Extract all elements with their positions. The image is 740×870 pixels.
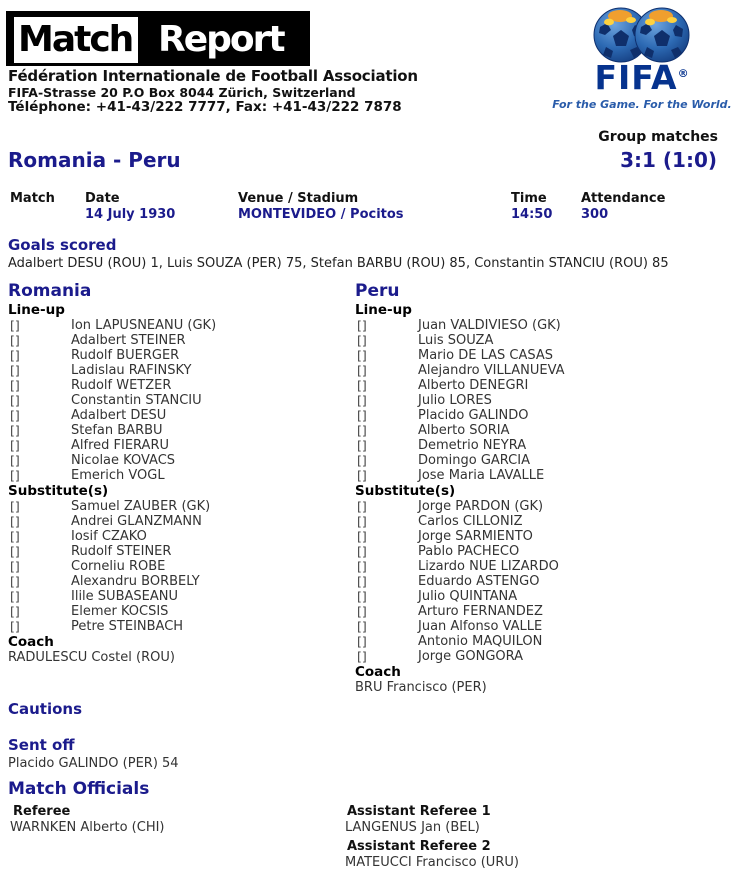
fifa-tagline: For the Game. For the World. — [552, 98, 732, 111]
player-row — [8, 529, 348, 544]
player-row — [8, 318, 348, 333]
shirt-number-placeholder: [] — [357, 363, 367, 378]
player-row — [8, 559, 348, 574]
player-name: Nicolae KOVACS — [71, 453, 176, 468]
player-row — [355, 378, 732, 393]
attendance-label: Attendance — [581, 191, 666, 206]
match-number-label: Match — [10, 191, 55, 206]
shirt-number-placeholder: [] — [10, 408, 20, 423]
team-name: Romania — [8, 281, 92, 301]
goals-scored-heading: Goals scored — [8, 236, 117, 254]
player-row — [355, 649, 732, 664]
shirt-number-placeholder: [] — [10, 468, 20, 483]
player-name: Pablo PACHECO — [418, 544, 520, 559]
time-value: 14:50 — [511, 207, 553, 222]
shirt-number-placeholder: [] — [357, 423, 367, 438]
player-name: Carlos CILLONIZ — [418, 514, 523, 529]
coach-label: Coach — [8, 634, 54, 650]
player-name: Ilile SUBASEANU — [71, 589, 178, 604]
logo-match-text: Match — [14, 17, 138, 63]
player-row — [8, 468, 348, 483]
shirt-number-placeholder: [] — [10, 423, 20, 438]
shirt-number-placeholder: [] — [10, 318, 20, 333]
logo-report-text: Report — [158, 19, 284, 60]
federation-address: FIFA-Strasse 20 P.O Box 8044 Zürich, Switzerland — [8, 85, 356, 100]
player-name: Luis SOUZA — [418, 333, 494, 348]
player-name: Elemer KOCSIS — [71, 604, 169, 619]
shirt-number-placeholder: [] — [10, 453, 20, 468]
assistant-referee-1-label: Assistant Referee 1 — [347, 804, 491, 819]
player-row — [355, 408, 732, 423]
federation-phone: Téléphone: +41-43/222 7777, Fax: +41-43/222 7878 — [8, 99, 402, 115]
player-row — [355, 604, 732, 619]
player-name: Emerich VOGL — [71, 468, 165, 483]
player-row — [355, 559, 732, 574]
player-name: Iosif CZAKO — [71, 529, 147, 544]
shirt-number-placeholder: [] — [357, 393, 367, 408]
player-row — [8, 574, 348, 589]
player-name: Corneliu ROBE — [71, 559, 166, 574]
player-name: Jose Maria LAVALLE — [418, 468, 545, 483]
match-report-logo — [6, 11, 310, 66]
player-name: Arturo FERNANDEZ — [418, 604, 543, 619]
shirt-number-placeholder: [] — [10, 559, 20, 574]
stage-label: Group matches — [598, 129, 718, 145]
lineup-label: Line-up — [355, 302, 412, 318]
player-row — [355, 348, 732, 363]
shirt-number-placeholder: [] — [357, 574, 367, 589]
shirt-number-placeholder: [] — [357, 604, 367, 619]
player-row — [355, 423, 732, 438]
lineup-list — [355, 318, 732, 483]
player-row — [355, 468, 732, 483]
player-row — [355, 529, 732, 544]
player-name: Domingo GARCIA — [418, 453, 530, 468]
player-row — [355, 634, 732, 649]
goals-scored-text: Adalbert DESU (ROU) 1, Luis SOUZA (PER) 75, Stefan BARBU (ROU) 85, Constantin STANCIU (ROU) 85 — [8, 256, 669, 271]
team-name: Peru — [355, 281, 400, 301]
shirt-number-placeholder: [] — [10, 363, 20, 378]
fifa-globes-icon — [592, 5, 692, 65]
player-row — [8, 514, 348, 529]
player-row — [8, 333, 348, 348]
player-row — [355, 453, 732, 468]
shirt-number-placeholder: [] — [357, 378, 367, 393]
player-name: Alexandru BORBELY — [71, 574, 200, 589]
sent-off-heading: Sent off — [8, 736, 75, 754]
shirt-number-placeholder: [] — [357, 649, 367, 664]
player-row — [355, 318, 732, 333]
player-name: Samuel ZAUBER (GK) — [71, 499, 211, 514]
shirt-number-placeholder: [] — [357, 333, 367, 348]
referee-label: Referee — [13, 804, 71, 819]
shirt-number-placeholder: [] — [357, 468, 367, 483]
date-label: Date — [85, 191, 120, 206]
shirt-number-placeholder: [] — [357, 589, 367, 604]
player-row — [355, 363, 732, 378]
shirt-number-placeholder: [] — [357, 514, 367, 529]
assistant-referee-2-name: MATEUCCI Francisco (URU) — [345, 855, 519, 870]
player-name: Juan VALDIVIESO (GK) — [418, 318, 561, 333]
substitutes-label: Substitute(s) — [355, 483, 456, 499]
player-row — [8, 604, 348, 619]
player-row — [355, 499, 732, 514]
cautions-heading: Cautions — [8, 700, 83, 718]
player-row — [355, 514, 732, 529]
shirt-number-placeholder: [] — [357, 408, 367, 423]
fifa-wordmark — [552, 58, 732, 97]
player-name: Rudolf WETZER — [71, 378, 172, 393]
substitutes-label: Substitute(s) — [8, 483, 109, 499]
shirt-number-placeholder: [] — [10, 574, 20, 589]
shirt-number-placeholder: [] — [10, 604, 20, 619]
player-name: Julio QUINTANA — [418, 589, 518, 604]
player-name: Rudolf STEINER — [71, 544, 172, 559]
registered-mark: ® — [677, 67, 690, 80]
player-name: Adalbert STEINER — [71, 333, 186, 348]
player-row — [355, 544, 732, 559]
player-row — [8, 348, 348, 363]
substitutes-list — [355, 499, 732, 664]
player-row — [355, 333, 732, 348]
time-label: Time — [511, 191, 547, 206]
player-name: Jorge GONGORA — [418, 649, 524, 664]
player-row — [355, 393, 732, 408]
team-column-romania — [8, 281, 348, 665]
player-name: Constantin STANCIU — [71, 393, 202, 408]
player-name: Jorge SARMIENTO — [418, 529, 533, 544]
player-row — [8, 589, 348, 604]
shirt-number-placeholder: [] — [10, 438, 20, 453]
shirt-number-placeholder: [] — [357, 529, 367, 544]
player-row — [8, 438, 348, 453]
shirt-number-placeholder: [] — [357, 544, 367, 559]
shirt-number-placeholder: [] — [10, 514, 20, 529]
shirt-number-placeholder: [] — [357, 619, 367, 634]
player-name: Petre STEINBACH — [71, 619, 184, 634]
player-name: Antonio MAQUILON — [418, 634, 543, 649]
player-name: Eduardo ASTENGO — [418, 574, 540, 589]
substitutes-list — [8, 499, 348, 634]
player-name: Alberto DENEGRI — [418, 378, 529, 393]
player-row — [8, 423, 348, 438]
player-name: Ladislau RAFINSKY — [71, 363, 192, 378]
player-name: Adalbert DESU — [71, 408, 167, 423]
shirt-number-placeholder: [] — [357, 453, 367, 468]
player-row — [355, 589, 732, 604]
shirt-number-placeholder: [] — [10, 378, 20, 393]
lineup-label: Line-up — [8, 302, 65, 318]
player-name: Lizardo NUE LIZARDO — [418, 559, 559, 574]
shirt-number-placeholder: [] — [357, 499, 367, 514]
player-row — [355, 574, 732, 589]
match-score: 3:1 (1:0) — [620, 148, 717, 172]
player-row — [8, 393, 348, 408]
shirt-number-placeholder: [] — [10, 619, 20, 634]
player-name: Julio LORES — [418, 393, 492, 408]
shirt-number-placeholder: [] — [357, 318, 367, 333]
match-officials-heading: Match Officials — [8, 779, 150, 799]
player-row — [355, 438, 732, 453]
player-row — [8, 453, 348, 468]
venue-label: Venue / Stadium — [238, 191, 359, 206]
shirt-number-placeholder: [] — [357, 438, 367, 453]
coach-label: Coach — [355, 664, 401, 680]
player-name: Alfred FIERARU — [71, 438, 169, 453]
match-title: Romania - Peru — [8, 148, 181, 172]
shirt-number-placeholder: [] — [10, 589, 20, 604]
assistant-referee-2-label: Assistant Referee 2 — [347, 839, 491, 854]
referee-name: WARNKEN Alberto (CHI) — [10, 820, 165, 835]
player-row — [355, 619, 732, 634]
player-row — [8, 619, 348, 634]
shirt-number-placeholder: [] — [357, 348, 367, 363]
player-name: Alberto SORIA — [418, 423, 510, 438]
player-name: Andrei GLANZMANN — [71, 514, 202, 529]
federation-name: Fédération Internationale de Football Association — [8, 67, 418, 85]
venue-value: MONTEVIDEO / Pocitos — [238, 207, 404, 222]
attendance-value: 300 — [581, 207, 609, 222]
coach-name: RADULESCU Costel (ROU) — [8, 650, 175, 665]
fifa-logo — [552, 5, 732, 111]
player-name: Placido GALINDO — [418, 408, 529, 423]
player-name: Stefan BARBU — [71, 423, 163, 438]
fifa-wordmark-text: FIFA — [594, 58, 678, 97]
player-name: Alejandro VILLANUEVA — [418, 363, 565, 378]
player-row — [8, 378, 348, 393]
player-name: Ion LAPUSNEANU (GK) — [71, 318, 217, 333]
sent-off-text: Placido GALINDO (PER) 54 — [8, 756, 179, 771]
player-name: Mario DE LAS CASAS — [418, 348, 554, 363]
player-name: Juan Alfonso VALLE — [418, 619, 543, 634]
shirt-number-placeholder: [] — [357, 634, 367, 649]
date-value: 14 July 1930 — [85, 207, 176, 222]
shirt-number-placeholder: [] — [10, 529, 20, 544]
shirt-number-placeholder: [] — [357, 559, 367, 574]
player-row — [8, 363, 348, 378]
player-name: Demetrio NEYRA — [418, 438, 527, 453]
player-row — [8, 499, 348, 514]
shirt-number-placeholder: [] — [10, 499, 20, 514]
player-name: Jorge PARDON (GK) — [418, 499, 544, 514]
coach-name: BRU Francisco (PER) — [355, 680, 487, 695]
assistant-referee-1-name: LANGENUS Jan (BEL) — [345, 820, 480, 835]
player-row — [8, 408, 348, 423]
shirt-number-placeholder: [] — [10, 333, 20, 348]
shirt-number-placeholder: [] — [10, 544, 20, 559]
player-row — [8, 544, 348, 559]
team-column-peru — [355, 281, 732, 695]
shirt-number-placeholder: [] — [10, 348, 20, 363]
lineup-list — [8, 318, 348, 483]
shirt-number-placeholder: [] — [10, 393, 20, 408]
player-name: Rudolf BUERGER — [71, 348, 180, 363]
